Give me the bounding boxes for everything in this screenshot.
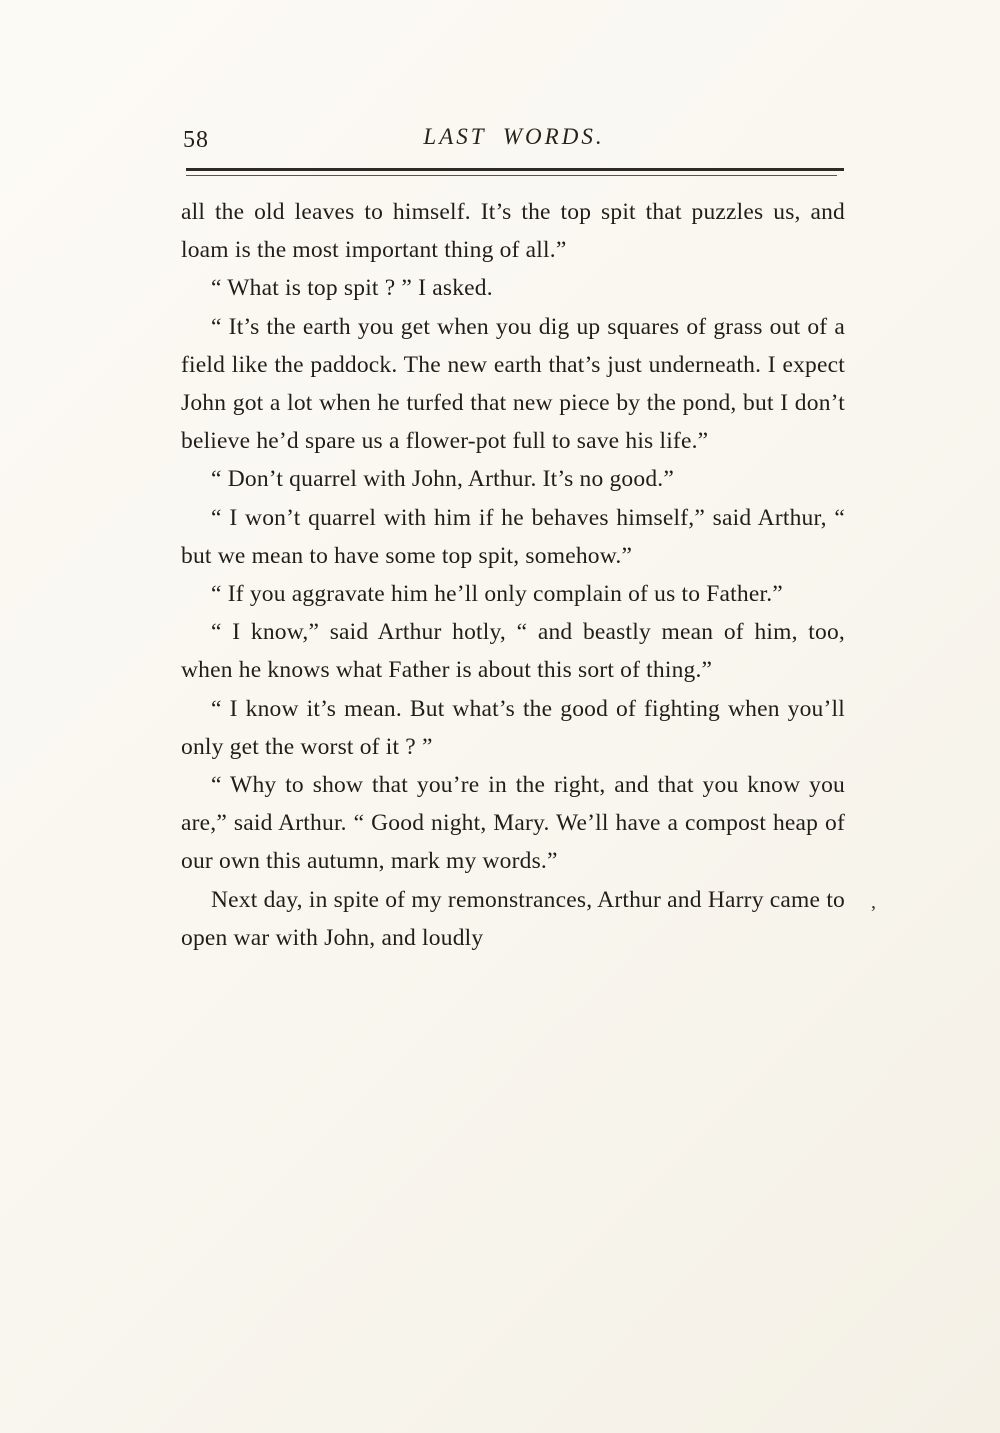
- paragraph: “ It’s the earth you get when you dig up squares of grass out of a field like the paddock. The new earth that’s just underneath. I expect John got a lot when he turfed that new piece by the pond, but I don’t believe he’d spare us a flower-pot full to save his life.”: [181, 313, 845, 455]
- paragraph: Next day, in spite of my remonstrances, Arthur and Harry came to open war with John, and loudly: [181, 886, 845, 951]
- page-body: [181, 193, 845, 957]
- header-rule-thick-line: [186, 168, 844, 171]
- running-title: LAST WORDS.: [423, 124, 605, 149]
- header-rule: [186, 168, 844, 176]
- paragraph: “ What is top spit ? ” I asked.: [211, 275, 493, 302]
- paragraph: “ Don’t quarrel with John, Arthur. It’s no good.”: [211, 466, 674, 493]
- paragraph: all the old leaves to himself. It’s the top spit that puzzles us, and loam is the most important thing of all.”: [181, 199, 845, 264]
- paragraph: “ Why to show that you’re in the right, and that you know you are,” said Arthur. “ Good night, Mary. We’ll have a compost heap of our own this autumn, mark my words.”: [181, 772, 845, 875]
- page-header: [183, 124, 845, 162]
- header-rule-thin-line: [186, 175, 837, 176]
- paragraph: “ I know,” said Arthur hotly, “ and beastly mean of him, too, when he knows what Father is about this sort of thing.”: [181, 619, 845, 684]
- print-artifact-mark: ,: [871, 891, 876, 913]
- paragraph: “ I know it’s mean. But what’s the good of fighting when you’ll only get the worst of it ? ”: [181, 695, 845, 760]
- paragraph: “ If you aggravate him he’ll only complain of us to Father.”: [211, 581, 783, 608]
- page-number: 58: [183, 127, 209, 153]
- paragraph: “ I won’t quarrel with him if he behaves himself,” said Arthur, “ but we mean to have some top spit, somehow.”: [181, 504, 845, 569]
